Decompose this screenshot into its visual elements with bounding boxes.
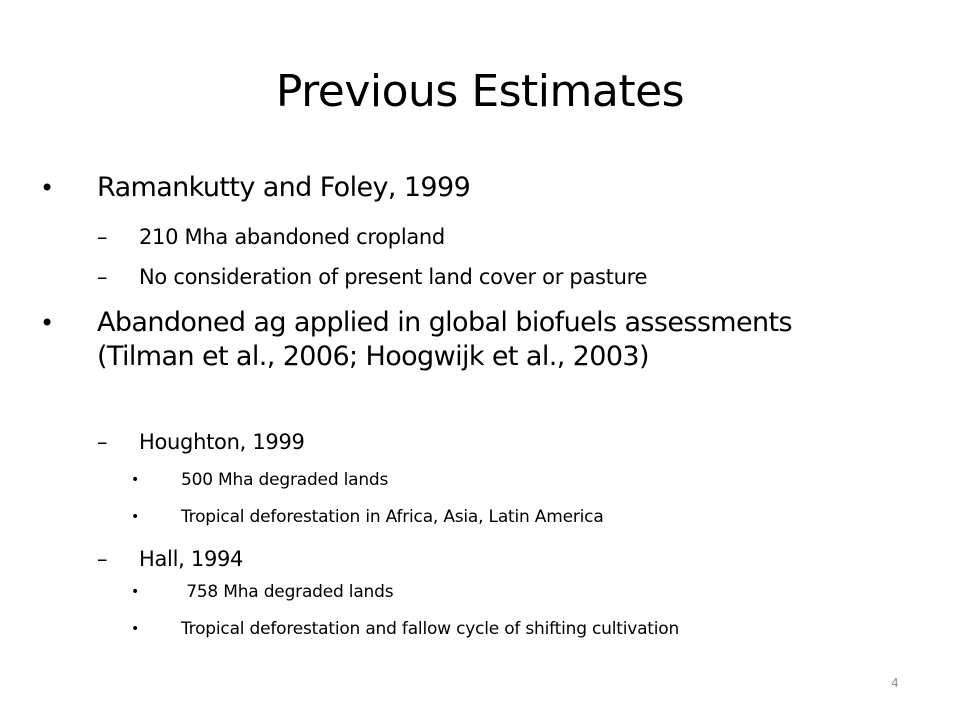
slide-title: Previous Estimates [275,66,685,117]
sub-bullet-marker: • [131,472,140,488]
page-number: 4 [891,676,899,690]
bullet-marker: • [40,174,55,202]
bullet-2-text: Abandoned ag applied in global biofuels assessments (Tilman et al., 2006; Hoogwijk et al., 2003) [97,307,792,372]
bullet-marker: • [40,309,55,337]
bullet-2-sub-1-item-2-text: Tropical deforestation in Africa, Asia, Latin America [181,507,604,527]
bullet-1-sub-1-text: 210 Mha abandoned cropland [139,225,445,249]
bullet-1-text: Ramankutty and Foley, 1999 [97,172,471,203]
sub-bullet-marker: • [131,621,140,637]
dash-marker: – [97,225,108,249]
bullet-2-sub-2-item-1-text: 758 Mha degraded lands [181,582,394,602]
sub-bullet-marker: • [131,509,140,525]
dash-marker: – [97,430,108,454]
bullet-2-sub-1-text: Houghton, 1999 [139,430,305,454]
sub-bullet-marker: • [131,584,140,600]
bullet-2-sub-1-item-1-text: 500 Mha degraded lands [181,470,389,490]
dash-marker: – [97,547,108,571]
dash-marker: – [97,265,108,289]
bullet-2-sub-2-item-2-text: Tropical deforestation and fallow cycle of shifting cultivation [181,619,680,639]
bullet-2-sub-2-text: Hall, 1994 [139,547,244,571]
bullet-1-sub-2-text: No consideration of present land cover or pasture [139,265,648,289]
